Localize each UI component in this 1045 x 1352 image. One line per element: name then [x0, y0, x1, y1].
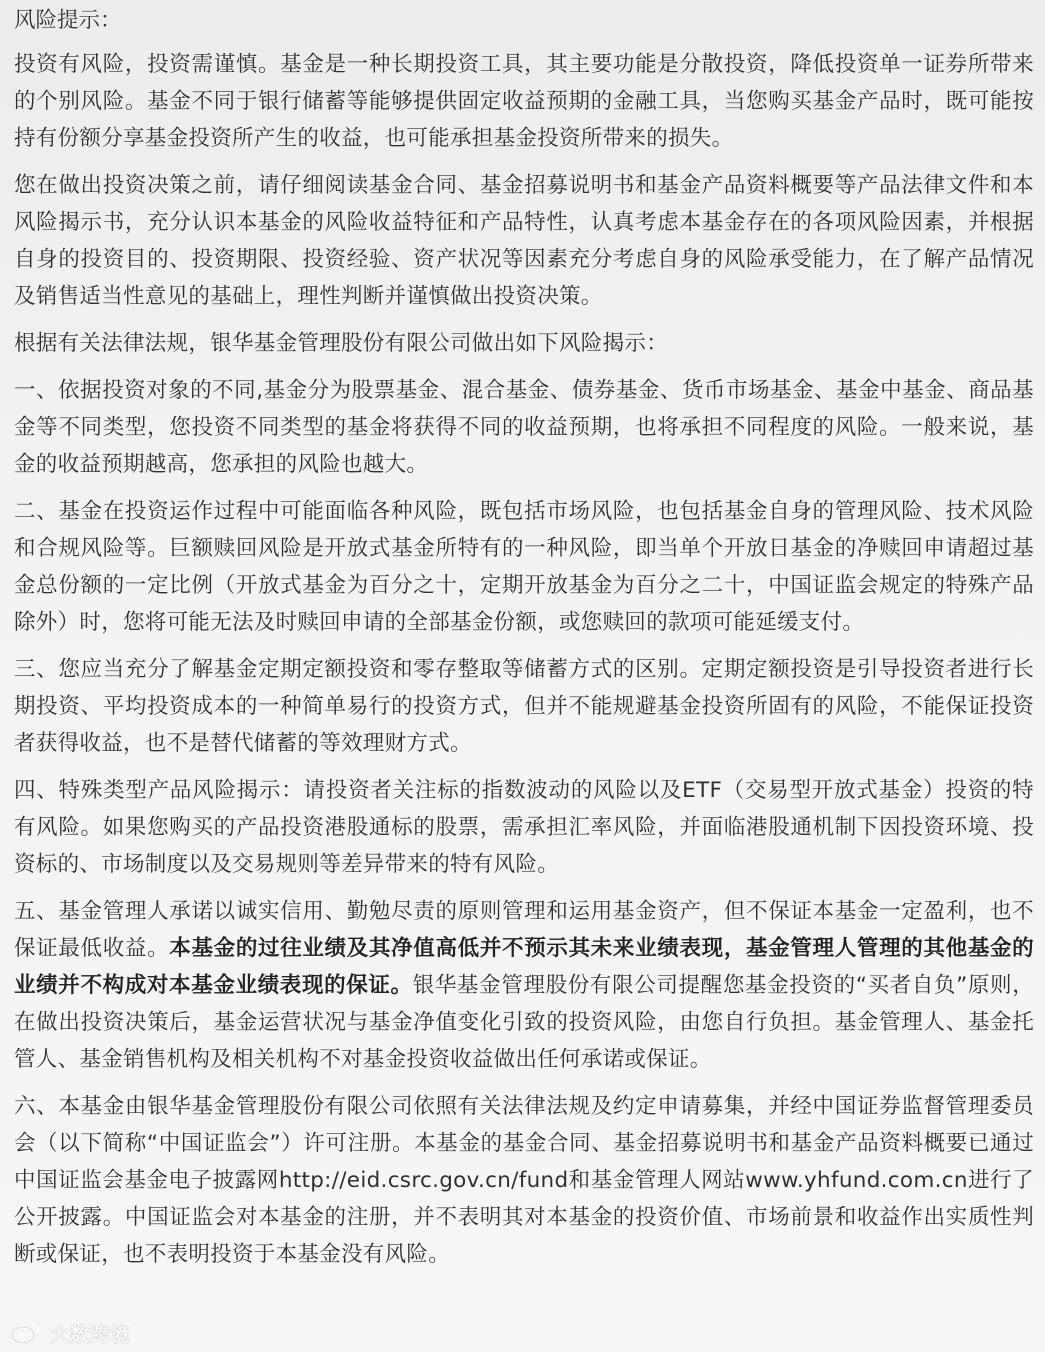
watermark-text: 大数跨境: [50, 1323, 131, 1346]
paragraph-item-5-text-a: 五、基金管理人承诺以诚实信用、勤勉尽责的原则管理和运用基金资产，但不保证本基金一定盈利，也不保证最低收益。: [14, 899, 1034, 961]
paragraph-item-6: [14, 1088, 1034, 1273]
paragraph-intro-text: 投资有风险，投资需谨慎。基金是一种长期投资工具，其主要功能是分散投资，降低投资单一证券所带来的个别风险。基金不同于银行储蓄等能够提供固定收益预期的金融工具，当您购买基金产品时，既可能按持有份额分享基金投资所产生的收益，也可能承担基金投资所带来的损失。: [14, 52, 1034, 151]
paragraph-item-2: [14, 493, 1034, 641]
paragraph-lead: [14, 325, 1034, 362]
paragraph-item-4-text: 四、特殊类型产品风险揭示：请投资者关注标的指数波动的风险以及ETF（交易型开放式基金）投资的特有风险。如果您购买的产品投资港股通标的股票，需承担汇率风险，并面临港股通机制下因投资环境、投资标的、市场制度以及交易规则等差异带来的特有风险。: [14, 778, 1034, 877]
paragraph-item-6-text: 六、本基金由银华基金管理股份有限公司依照有关法律法规及约定申请募集，并经中国证券监督管理委员会（以下简称“中国证监会”）许可注册。本基金的基金合同、基金招募说明书和基金产品资料概要已通过中国证监会基金电子披露网http://eid.csrc.gov.cn/fund和基金管理人网站www.yhfund.com.cn进行了公开披露。中国证监会对本基金的注册，并不表明其对本基金的投资价值、市场前景和收益作出实质性判断或保证，也不表明投资于本基金没有风险。: [14, 1094, 1034, 1267]
paragraph-intro: [14, 46, 1034, 157]
paragraph-decision: [14, 167, 1034, 315]
paragraph-item-2-text: 二、基金在投资运作过程中可能面临各种风险，既包括市场风险，也包括基金自身的管理风险、技术风险和合规风险等。巨额赎回风险是开放式基金所特有的一种风险，即当单个开放日基金的净赎回申请超过基金总份额的一定比例（开放式基金为百分之十，定期开放基金为百分之二十，中国证监会规定的特殊产品除外）时，您将可能无法及时赎回申请的全部基金份额，或您赎回的款项可能延缓支付。: [14, 499, 1034, 635]
paragraph-lead-text: 根据有关法律法规，银华基金管理股份有限公司做出如下风险揭示：: [14, 331, 669, 356]
paragraph-item-5: [14, 893, 1034, 1078]
paragraph-decision-text: 您在做出投资决策之前，请仔细阅读基金合同、基金招募说明书和基金产品资料概要等产品法律文件和本风险揭示书，充分认识本基金的风险收益特征和产品特性，认真考虑本基金存在的各项风险因素，并根据自身的投资目的、投资期限、投资经验、资产状况等因素充分考虑自身的风险承受能力，在了解产品情况及销售适当性意见的基础上，理性判断并谨慎做出投资决策。: [14, 173, 1034, 309]
paragraph-item-1: [14, 372, 1034, 483]
paragraph-item-3-text: 三、您应当充分了解基金定期定额投资和零存整取等储蓄方式的区别。定期定额投资是引导投资者进行长期投资、平均投资成本的一种简单易行的投资方式，但并不能规避基金投资所固有的风险，不能保证投资者获得收益，也不是替代储蓄的等效理财方式。: [14, 657, 1034, 756]
paragraph-item-5-text-b: 银华基金管理股份有限公司提醒您基金投资的“买者自负”原则，在做出投资决策后，基金运营状况与基金净值变化引致的投资风险，由您自行负担。基金管理人、基金托管人、基金销售机构及相关机构不对基金投资收益做出任何承诺或保证。: [14, 973, 1035, 1072]
paragraph-item-5-bold: 本基金的过往业绩及其净值高低并不预示其未来业绩表现，基金管理人管理的其他基金的业绩并不构成对本基金业绩表现的保证。: [14, 936, 1034, 998]
risk-heading: 风险提示：: [14, 8, 122, 33]
watermark: [10, 1320, 130, 1346]
paragraph-item-1-text: 一、依据投资对象的不同,基金分为股票基金、混合基金、债券基金、货币市场基金、基金中基金、商品基金等不同类型，您投资不同类型的基金将获得不同的收益预期，也将承担不同程度的风险。一般来说，基金的收益预期越高，您承担的风险也越大。: [14, 378, 1034, 477]
risk-disclosure-document: [14, 4, 1034, 1283]
paragraph-item-3: [14, 651, 1034, 762]
weibo-logo-icon: [10, 1321, 44, 1345]
paragraph-item-4: [14, 772, 1034, 883]
